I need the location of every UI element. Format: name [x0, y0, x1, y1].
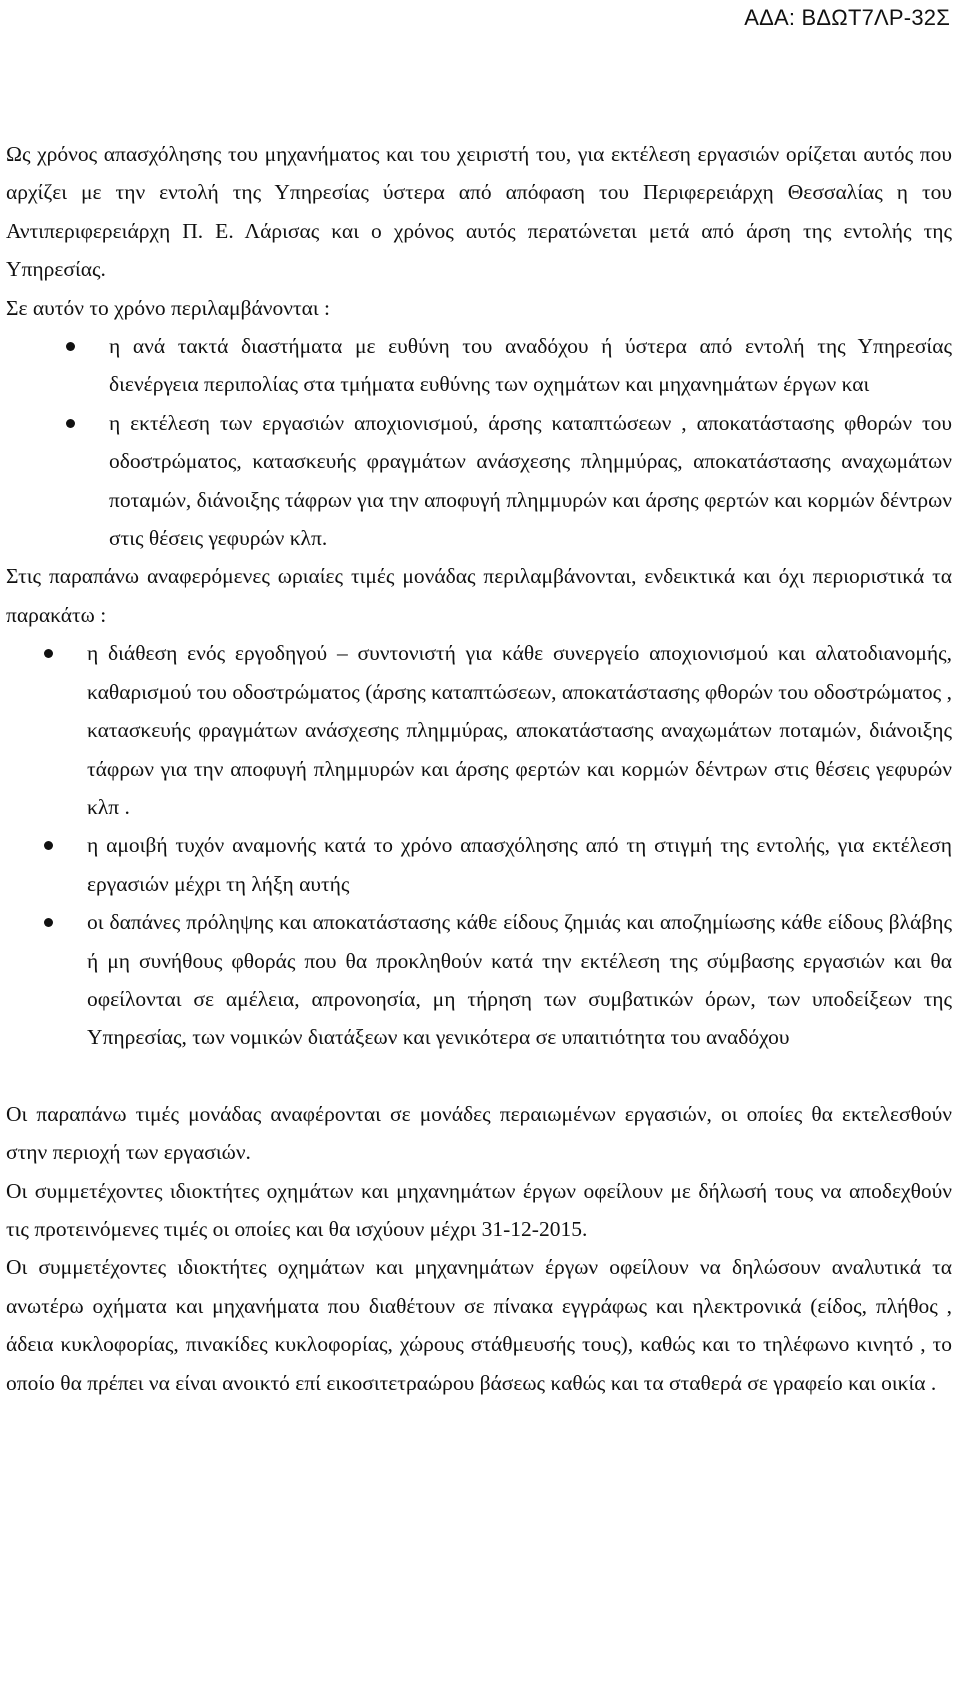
- intro-included-time: Σε αυτόν το χρόνο περιλαμβάνονται :: [6, 295, 330, 320]
- list-item: [6, 826, 952, 903]
- list-item: [6, 404, 952, 558]
- bullet-icon: [44, 918, 53, 927]
- bullet-icon: [44, 649, 53, 658]
- ada-code: ΑΔΑ: ΒΔΩΤ7ΛΡ-32Σ: [744, 5, 950, 30]
- bullet-icon: [66, 342, 75, 351]
- unit-prices-list: [6, 634, 952, 1056]
- bullet-icon: [66, 419, 75, 428]
- list-item-text: οι δαπάνες πρόληψης και αποκατάστασης κάθε είδους ζημιάς και αποζημίωσης κάθε είδους βλάβης ή μη συνήθους φθοράς που θα προκληθούν κατά την εκτέλεση της σύμβασης εργασιών και θα οφείλονται σε αμέλεια, απρονοησία, μη τήρηση των συμβατικών όρων, των υποδείξεων της Υπηρεσίας, των νομικών διατάξεων και γενικότερα σε υπαιτιότητα του αναδόχου: [87, 910, 952, 1050]
- list-item-text: η ανά τακτά διαστήματα με ευθύνη του αναδόχου ή ύστερα από εντολή της Υπηρεσίας διενέργεια περιπολίας στα τμήματα ευθύνης των οχημάτων και μηχανημάτων έργων και: [109, 334, 952, 397]
- paragraph-vehicle-declaration: Οι συμμετέχοντες ιδιοκτήτες οχημάτων και μηχανημάτων έργων οφείλουν να δηλώσουν αναλυτικά τα ανωτέρω οχήματα και μηχανήματα που διαθέτουν σε πίνακα εγγράφως και ηλεκτρονικά (είδος, πλήθος , άδεια κυκλοφορίας, πινακίδες κυκλοφορίας, χώρους στάθμευσής τους), καθώς και το τηλέφωνο κινητό , το οποίο θα πρέπει να είναι ανοικτό επί εικοσιτετραώρου βάσεως καθώς και τα σταθερά σε γραφείο και οικία .: [6, 1255, 952, 1395]
- list-item: [6, 634, 952, 826]
- paragraph-price-acceptance: Οι συμμετέχοντες ιδιοκτήτες οχημάτων και μηχανημάτων έργων οφείλουν με δήλωσή τους να αποδεχθούν τις προτεινόμενες τιμές οι οποίες και θα ισχύουν μέχρι 31-12-2015.: [6, 1178, 952, 1241]
- document-body: [6, 135, 952, 1402]
- paragraph-work-time: Ως χρόνος απασχόλησης του μηχανήματος και του χειριστή του, για εκτέλεση εργασιών ορίζεται αυτός που αρχίζει με την εντολή της Υπηρεσίας ύστερα από απόφαση του Περιφερειάρχη Θεσσαλίας η του Αντιπεριφερειάρχη Π. Ε. Λάρισας και ο χρόνος αυτός περατώνεται μετά από άρση της εντολής της Υπηρεσίας.: [6, 142, 952, 282]
- list-item: [6, 903, 952, 1057]
- list-item: [6, 327, 952, 404]
- list-item-text: η διάθεση ενός εργοδηγού – συντονιστή για κάθε συνεργείο αποχιονισμού και αλατοδιανομής, καθαρισμού του οδοστρώματος (άρσης καταπτώσεων, αποκατάστασης φθορών του οδοστρώματος , κατασκευής φραγμάτων ανάσχεσης πλημμύρας, αποκατάστασης αναχωμάτων ποταμών, διάνοιξης τάφρων για την αποφυγή πλημμυρών και άρσης φερτών και κορμών δέντρων στις θέσεις γεφυρών κλπ .: [87, 641, 952, 819]
- bullet-icon: [44, 841, 53, 850]
- paragraph-unit-prices: Οι παραπάνω τιμές μονάδας αναφέρονται σε μονάδες περαιωμένων εργασιών, οι οποίες θα εκτελεσθούν στην περιοχή των εργασιών.: [6, 1101, 952, 1165]
- list-item-text: η αμοιβή τυχόν αναμονής κατά το χρόνο απασχόλησης από τη στιγμή της εντολής, για εκτέλεση εργασιών μέχρι τη λήξη αυτής: [87, 833, 952, 896]
- included-time-list: [6, 327, 952, 557]
- list-item-text: η εκτέλεση των εργασιών αποχιονισμού, άρσης καταπτώσεων , αποκατάστασης φθορών του οδοστρώματος, κατασκευής φραγμάτων ανάσχεσης πλημμύρας, αποκατάστασης αναχωμάτων ποταμών, διάνοιξης τάφρων για την αποφυγή πλημμυρών και άρσης φερτών και κορμών δέντρων στις θέσεις γεφυρών κλπ.: [109, 410, 952, 551]
- intro-unit-prices: Στις παραπάνω αναφερόμενες ωριαίες τιμές μονάδας περιλαμβάνονται, ενδεικτικά και όχι περιοριστικά τα παρακάτω :: [6, 564, 952, 627]
